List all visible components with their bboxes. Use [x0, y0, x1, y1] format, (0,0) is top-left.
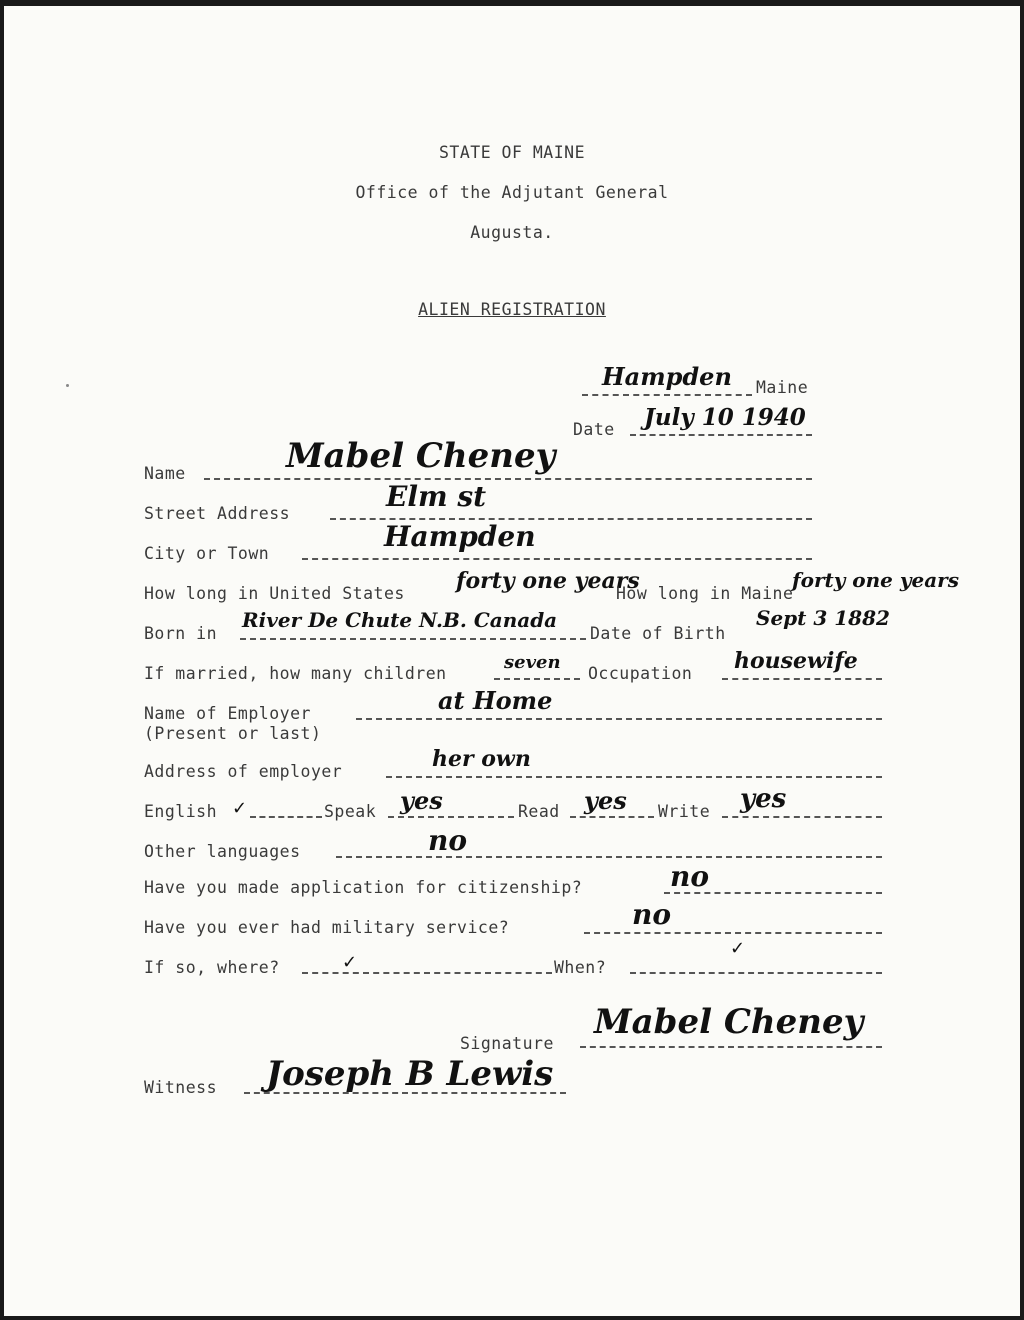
read-line [570, 816, 654, 818]
place-handwritten: Hampden [602, 362, 732, 391]
read-label: Read [518, 802, 560, 821]
header-city: Augusta. [470, 223, 554, 242]
born-label: Born in [144, 624, 218, 643]
citizenship-label: Have you made application for citizenship? [144, 878, 583, 897]
witness-value: Joseph B Lewis [266, 1054, 554, 1094]
speak-line [388, 816, 514, 818]
signature-line [580, 1046, 882, 1048]
header-state: STATE OF MAINE [438, 143, 586, 162]
children-label: If married, how many children [144, 664, 447, 683]
city-value: Hampden [384, 520, 536, 553]
scan-speck [66, 384, 69, 387]
name-line [204, 478, 812, 480]
write-value: yes [740, 784, 787, 814]
us-duration-value: forty one years [456, 568, 640, 594]
dob-label: Date of Birth [590, 624, 726, 643]
street-label: Street Address [144, 504, 291, 523]
military-line [584, 932, 882, 934]
military-value: no [632, 898, 672, 931]
name-label: Name [144, 464, 186, 483]
form-title: ALIEN REGISTRATION [418, 300, 606, 319]
children-value: seven [504, 652, 561, 673]
when-line [630, 972, 882, 974]
born-line [240, 638, 586, 640]
english-line [250, 816, 322, 818]
speak-label: Speak [324, 802, 377, 821]
employer-value: at Home [438, 686, 553, 715]
english-label: English [144, 802, 218, 821]
signature-value: Mabel Cheney [594, 1002, 864, 1042]
signature-label: Signature [460, 1034, 554, 1053]
employer-sublabel: (Present or last) [144, 724, 322, 743]
date-line [630, 434, 812, 436]
where-check-mark: ✓ [342, 952, 358, 973]
military-label: Have you ever had military service? [144, 918, 510, 937]
name-value: Mabel Cheney [286, 436, 556, 476]
maine-duration-label: How long in Maine [616, 584, 794, 603]
employer-label: Name of Employer [144, 704, 311, 723]
occupation-line [722, 678, 882, 680]
write-label: Write [658, 802, 711, 821]
employer-address-value: her own [432, 746, 531, 772]
place-line [582, 394, 752, 396]
city-line [302, 558, 812, 560]
occupation-value: housewife [734, 648, 858, 674]
other-languages-line [336, 856, 882, 858]
maine-duration-value: forty one years [792, 568, 959, 592]
occupation-label: Occupation [588, 664, 693, 683]
read-value: yes [584, 786, 627, 815]
city-label: City or Town [144, 544, 270, 563]
english-check-mark: ✓ [232, 798, 248, 819]
speak-value: yes [400, 786, 443, 815]
employer-address-label: Address of employer [144, 762, 343, 781]
employer-address-line [386, 776, 882, 778]
us-duration-label: How long in United States [144, 584, 405, 603]
other-languages-value: no [428, 824, 468, 857]
place-suffix: Maine [756, 378, 809, 397]
header-office: Office of the Adjutant General [355, 183, 669, 202]
when-check-mark: ✓ [730, 938, 746, 959]
where-label: If so, where? [144, 958, 280, 977]
children-line [494, 678, 580, 680]
date-label: Date [573, 420, 615, 439]
date-handwritten: July 10 1940 [644, 404, 806, 431]
where-line [302, 972, 552, 974]
street-value: Elm st [386, 480, 487, 513]
citizenship-value: no [670, 860, 710, 893]
witness-label: Witness [144, 1078, 218, 1097]
write-line [722, 816, 882, 818]
when-label: When? [554, 958, 607, 977]
dob-value: Sept 3 1882 [756, 606, 890, 630]
other-languages-label: Other languages [144, 842, 301, 861]
born-value: River De Chute N.B. Canada [242, 608, 558, 632]
employer-line [356, 718, 882, 720]
document-page [4, 6, 1020, 1316]
